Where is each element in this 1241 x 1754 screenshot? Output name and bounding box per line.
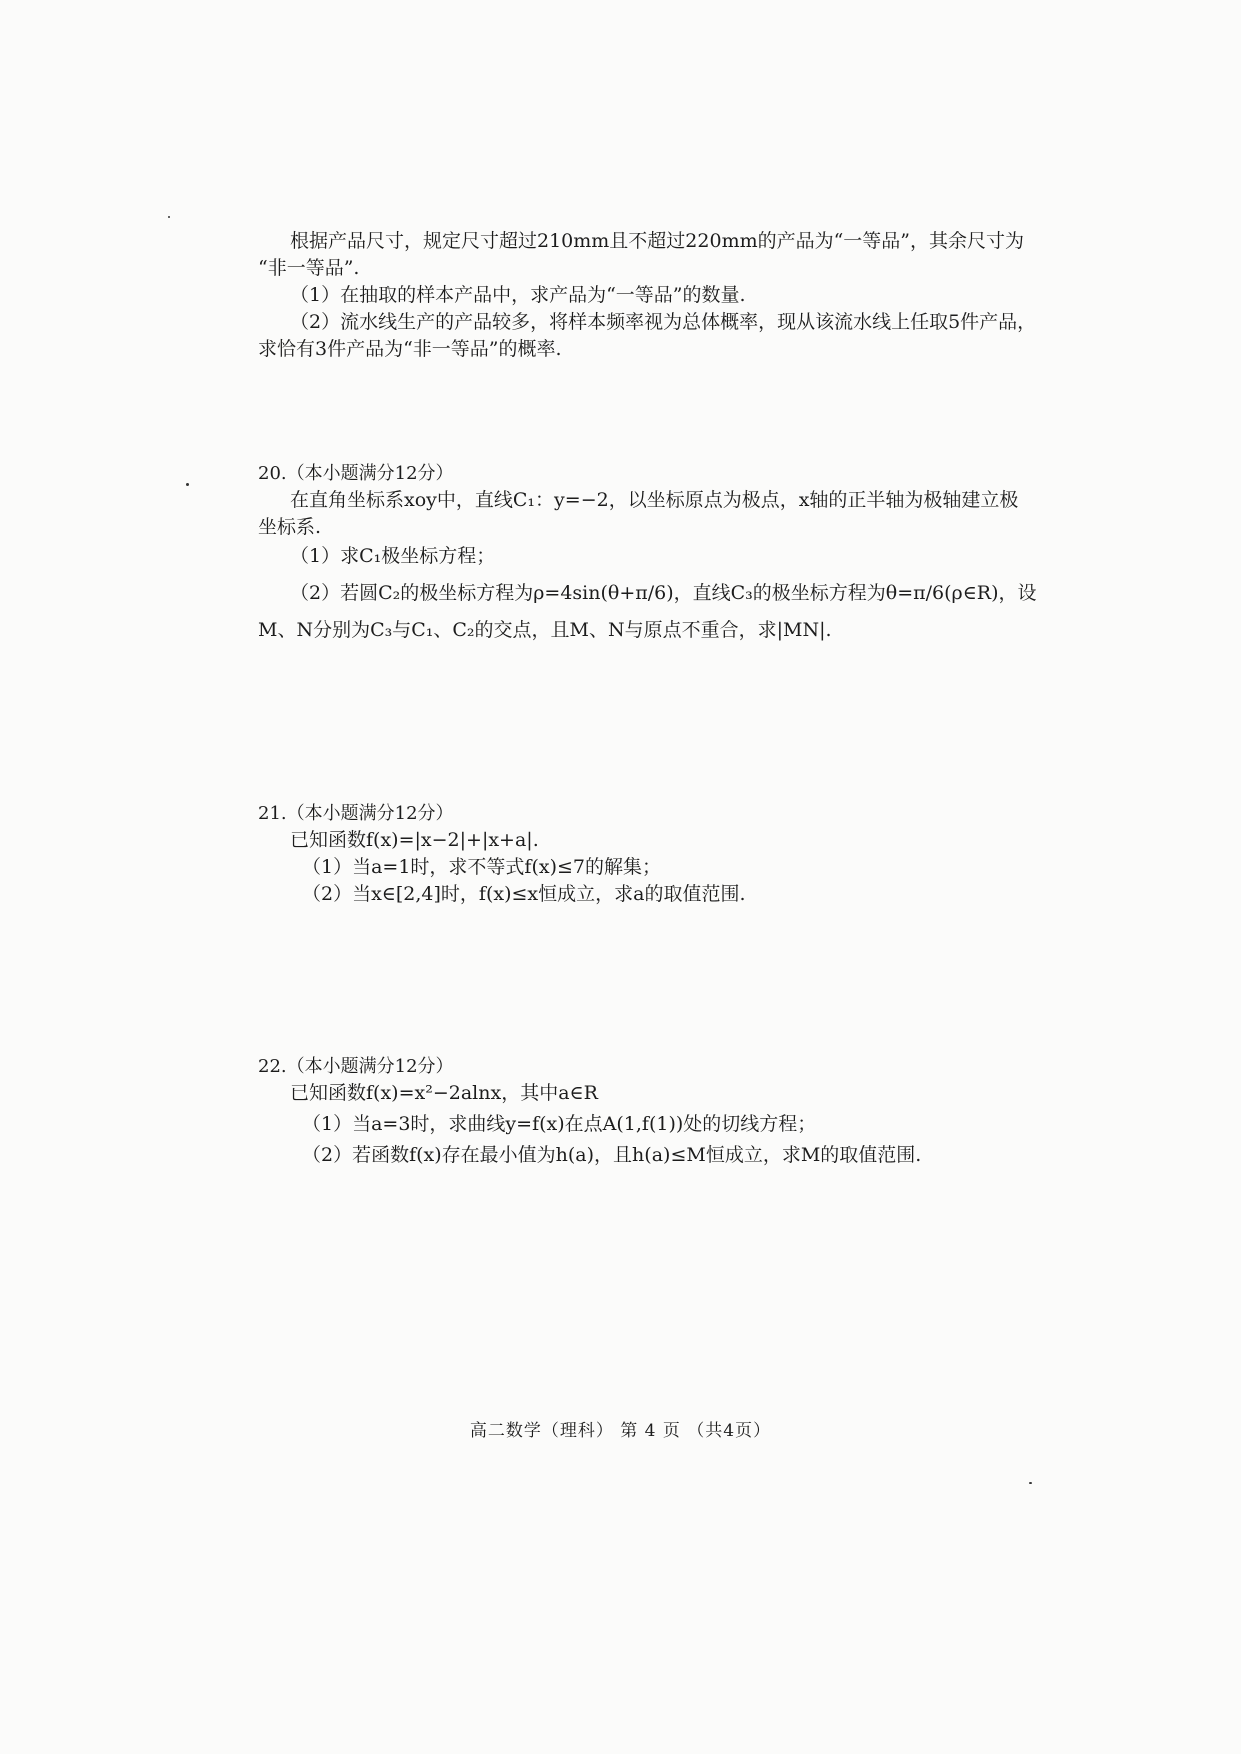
q21-part-2: （2）当x∈[2,4]时，f(x)≤x恒成立，求a的取值范围. [302,883,746,905]
q21-body: 已知函数f(x)=|x−2|+|x+a|. [290,829,539,851]
page-footer: 高二数学（理科） 第 4 页 （共4页） [469,1421,772,1441]
q19-part-1: （1）在抽取的样本产品中，求产品为“一等品”的数量. [290,284,746,306]
scan-speck [168,216,170,218]
q21-part-1: （1）当a=1时，求不等式f(x)≤7的解集； [302,856,662,878]
question-20 [258,460,1048,644]
question-22 [258,1053,1048,1169]
scan-speck [186,483,189,486]
q22-part-2: （2）若函数f(x)存在最小值为h(a)，且h(a)≤M恒成立，求M的取值范围. [302,1144,922,1166]
q19-part-2-continued: 求恰有3件产品为“非一等品”的概率. [258,338,562,360]
q19-part-2: （2）流水线生产的产品较多，将样本频率视为总体概率，现从该流水线上任取5件产品， [290,311,1037,333]
q22-part-1: （1）当a=3时，求曲线y=f(x)在点A(1,f(1))处的切线方程； [302,1113,817,1135]
q19-rule-line: 根据产品尺寸，规定尺寸超过210mm且不超过220mm的产品为“一等品”，其余尺寸为 [290,230,1025,252]
q20-part-2-continued: M、N分别为C₃与C₁、C₂的交点，且M、N与原点不重合，求|MN|. [258,619,832,641]
scan-speck [1029,1482,1032,1484]
q20-part-1: （1）求C₁极坐标方程； [290,545,496,567]
q21-heading: 21.（本小题满分12分） [258,803,454,824]
q20-body-continued: 坐标系. [258,516,322,538]
q22-heading: 22.（本小题满分12分） [258,1056,454,1077]
question-21 [258,800,1048,908]
q20-heading: 20.（本小题满分12分） [258,463,454,484]
q22-body: 已知函数f(x)=x²−2alnx，其中a∈R [290,1082,598,1104]
q19-rule-line-2: “非一等品”. [258,257,360,279]
q20-part-2: （2）若圆C₂的极坐标方程为ρ=4sin(θ+π/6)，直线C₃的极坐标方程为θ=π/6(ρ∈R)，设 [290,582,1037,604]
question-19-continuation [258,228,1048,363]
q20-body: 在直角坐标系xoy中，直线C₁：y=−2，以坐标原点为极点，x轴的正半轴为极轴建立极 [290,489,1019,511]
